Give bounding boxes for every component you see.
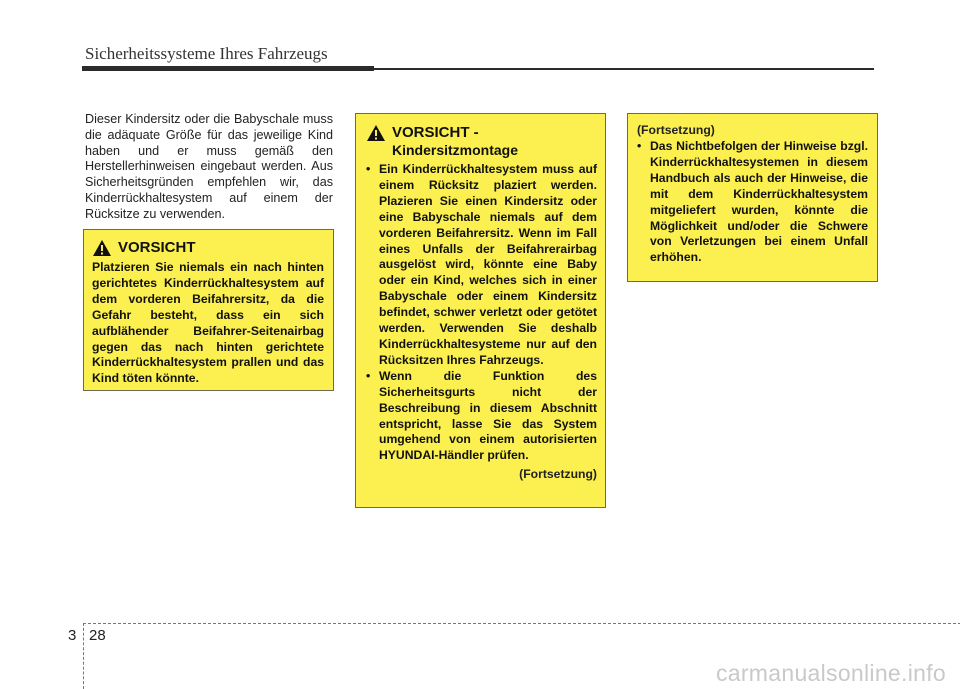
list-item: • Wenn die Funktion des Sicherheitsgurts nicht der Beschreibung in diesem Abschnitt entspricht, lasse Sie das System umgehend von einem autorisierten HYUNDAI-Händler prüfen. xyxy=(366,369,597,464)
warning-box-continued xyxy=(627,113,878,282)
continued-label: (Fortsetzung) xyxy=(637,123,715,137)
page-header-title: Sicherheitssysteme Ihres Fahrzeugs xyxy=(85,44,328,63)
footer-divider xyxy=(83,623,84,689)
warning-triangle-icon xyxy=(366,124,386,142)
header-rule xyxy=(82,66,874,71)
warning-box-rear-facing xyxy=(83,229,334,391)
warning-bullet-list xyxy=(366,162,597,464)
list-item: • Ein Kinderrückhaltesystem muss auf einem Rücksitz plaziert werden. Plazieren Sie einen Kindersitz oder eine Babyschale niemals auf dem vorderen Beifahrersitz. Wenn im Fall eines Unfalls der Beifahrerairbag ausgelöst wird, könnte eine Baby oder ein Kind, welches sich in einer Babyschale oder einem Kindersitz befindet, schwer verletzt oder getötet werden. Verwenden Sie deshalb Kinderrückhaltesysteme nur auf den Rücksitzen Ihres Fahrzeugs. xyxy=(366,162,597,369)
watermark: carmanualsonline.info xyxy=(715,660,946,686)
chapter-number: 3 xyxy=(68,627,77,644)
continued-label: (Fortsetzung) xyxy=(519,467,597,482)
warning-subtitle: Kindersitzmontage xyxy=(392,142,519,158)
warning-header xyxy=(366,124,597,142)
warning-header xyxy=(92,239,324,257)
warning-title: VORSICHT - xyxy=(392,124,479,141)
warning-box-child-seat-mounting xyxy=(355,113,606,508)
header-rule-thin xyxy=(374,68,874,70)
intro-paragraph: Dieser Kindersitz oder die Babyschale muss die adäquate Größe für das jeweilige Kind haben und er muss gemäß den Herstellerhinweisen eingebaut werden. Aus Sicherheitsgründen empfehlen wir, das Kinderrückhaltesystem auf einem der Rücksitze zu verwenden. xyxy=(85,112,333,221)
warning-body: Platzieren Sie niemals ein nach hinten gerichtetes Kinderrückhaltesystem auf dem vorderen Beifahrersitz, da die Gefahr besteht, dass ein sich aufblähender Beifahrer-Seitenairbag gegen das nach hinten gerichtete Kinderrückhaltesystem prallen und das Kind töten könnte. xyxy=(92,260,324,386)
warning-bullet-list xyxy=(637,139,868,266)
warning-title: VORSICHT xyxy=(118,239,196,256)
page-number: 28 xyxy=(89,627,106,644)
header-rule-thick xyxy=(82,66,374,71)
footer-rule xyxy=(83,623,960,624)
warning-triangle-icon xyxy=(92,239,112,257)
list-item: • Das Nichtbefolgen der Hinweise bzgl. Kinderrückhaltesystemen in diesem Handbuch als auch der Hinweise, die mit dem Kinderrückhaltesystem mitgeliefert wurden, könnte die Möglichkeit und/oder die Schwere von Verletzungen bei einem Unfall erhöhen. xyxy=(637,139,868,266)
